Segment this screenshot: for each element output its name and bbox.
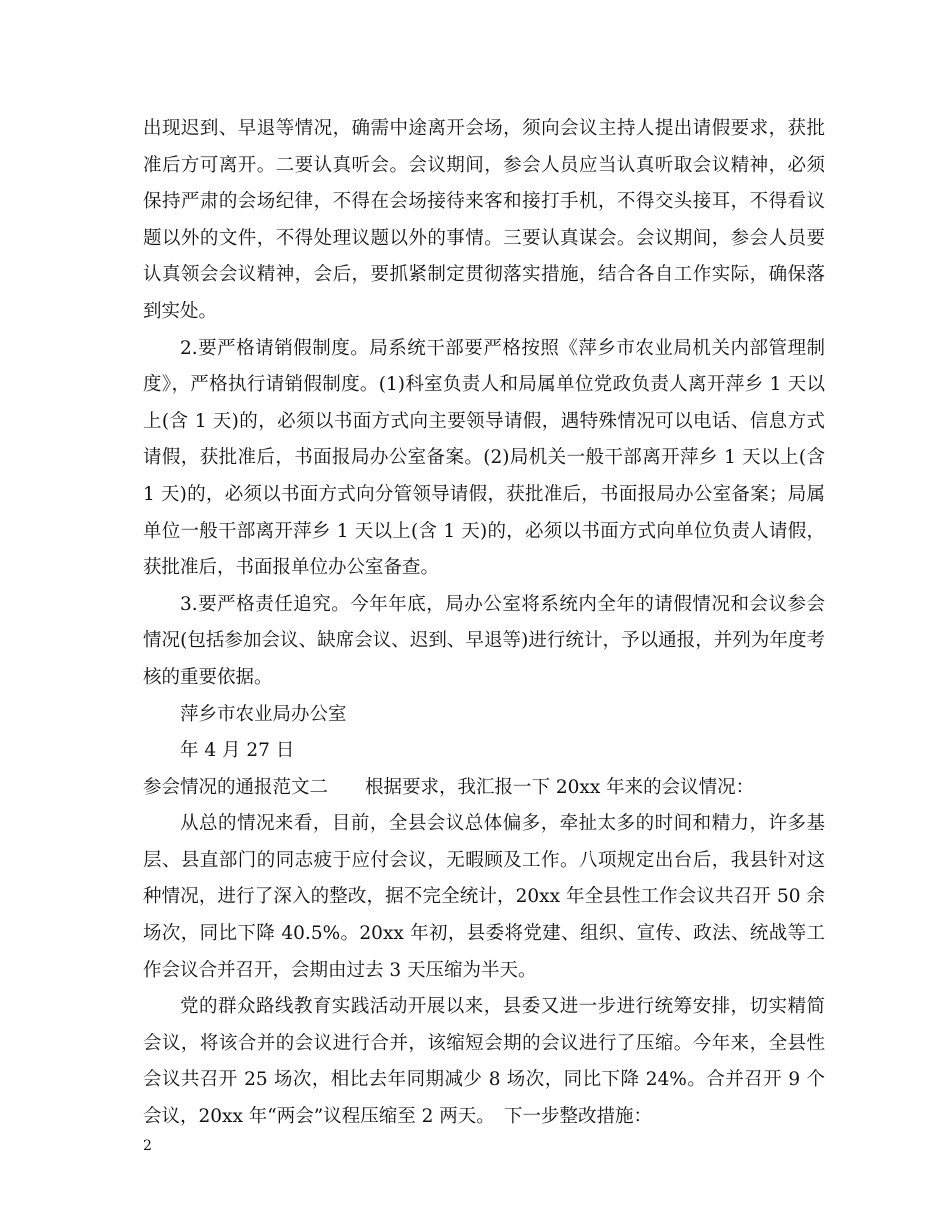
signature-office: 萍乡市农业局办公室 <box>180 703 347 725</box>
section-heading-sample-two: 参会情况的通报范文二 根据要求，我汇报一下 20xx 年来的会议情况： <box>143 776 755 798</box>
paragraph-mass-line-campaign: 党的群众路线教育实践活动开展以来，县委又进一步进行统筹安排，切实精简会议，将该合并的会议进行合并，该缩短会期的会议进行了压缩。今年来，全县性会议共召开 25 场次，相比去年同期减少 8 场次，同比下降 24%。合并召开 9 个会议，20xx 年“两会”议程压缩至 2 两天。 下一步整改措施： <box>143 996 825 1128</box>
document-body <box>143 111 825 1136</box>
paragraph-overall-situation: 从总的情况来看，目前，全县会议总体偏多，牵扯太多的时间和精力，许多基层、县直部门的同志疲于应付会议，无暇顾及工作。八项规定出台后，我县针对这种情况，进行了深入的整改，据不完全统计，20xx 年全县性工作会议共召开 50 余场次，同比下降 40.5%。20xx 年初，县委将党建、组织、宣传、政法、统战等工作会议合并召开，会期由过去 3 天压缩为半天。 <box>143 813 825 981</box>
page-number: 2 <box>143 1138 152 1154</box>
paragraph-leave-system: 2.要严格请销假制度。局系统干部要严格按照《萍乡市农业局机关内部管理制度》，严格执行请销假制度。(1)科室负责人和局属单位党政负责人离开萍乡 1 天以上(含 1 天)的，必须以书面方式向主要领导请假，遇特殊情况可以电话、信息方式请假，获批准后，书面报局办公室备案。(2)局机关一般干部离开萍乡 1 天以上(含 1 天)的，必须以书面方式向分管领导请假，获批准后，书面报局办公室备案；局属单位一般干部离开萍乡 1 天以上(含 1 天)的，必须以书面方式向单位负责人请假，获批准后，书面报单位办公室备查。 <box>143 337 825 579</box>
signature-date: 年 4 月 27 日 <box>180 740 295 762</box>
paragraph-attendance-rules: 出现迟到、早退等情况，确需中途离开会场，须向会议主持人提出请假要求，获批准后方可离开。二要认真听会。会议期间，参会人员应当认真听取会议精神，必须保持严肃的会场纪律，不得在会场接待来客和接打手机，不得交头接耳，不得看议题以外的文件，不得处理议题以外的事情。三要认真谋会。会议期间，参会人员要认真领会会议精神，会后，要抓紧制定贯彻落实措施，结合各自工作实际，确保落到实处。 <box>143 118 825 322</box>
paragraph-accountability: 3.要严格责任追究。今年年底，局办公室将系统内全年的请假情况和会议参会情况(包括参加会议、缺席会议、迟到、早退等)进行统计，予以通报，并列为年度考核的重要依据。 <box>143 593 825 688</box>
